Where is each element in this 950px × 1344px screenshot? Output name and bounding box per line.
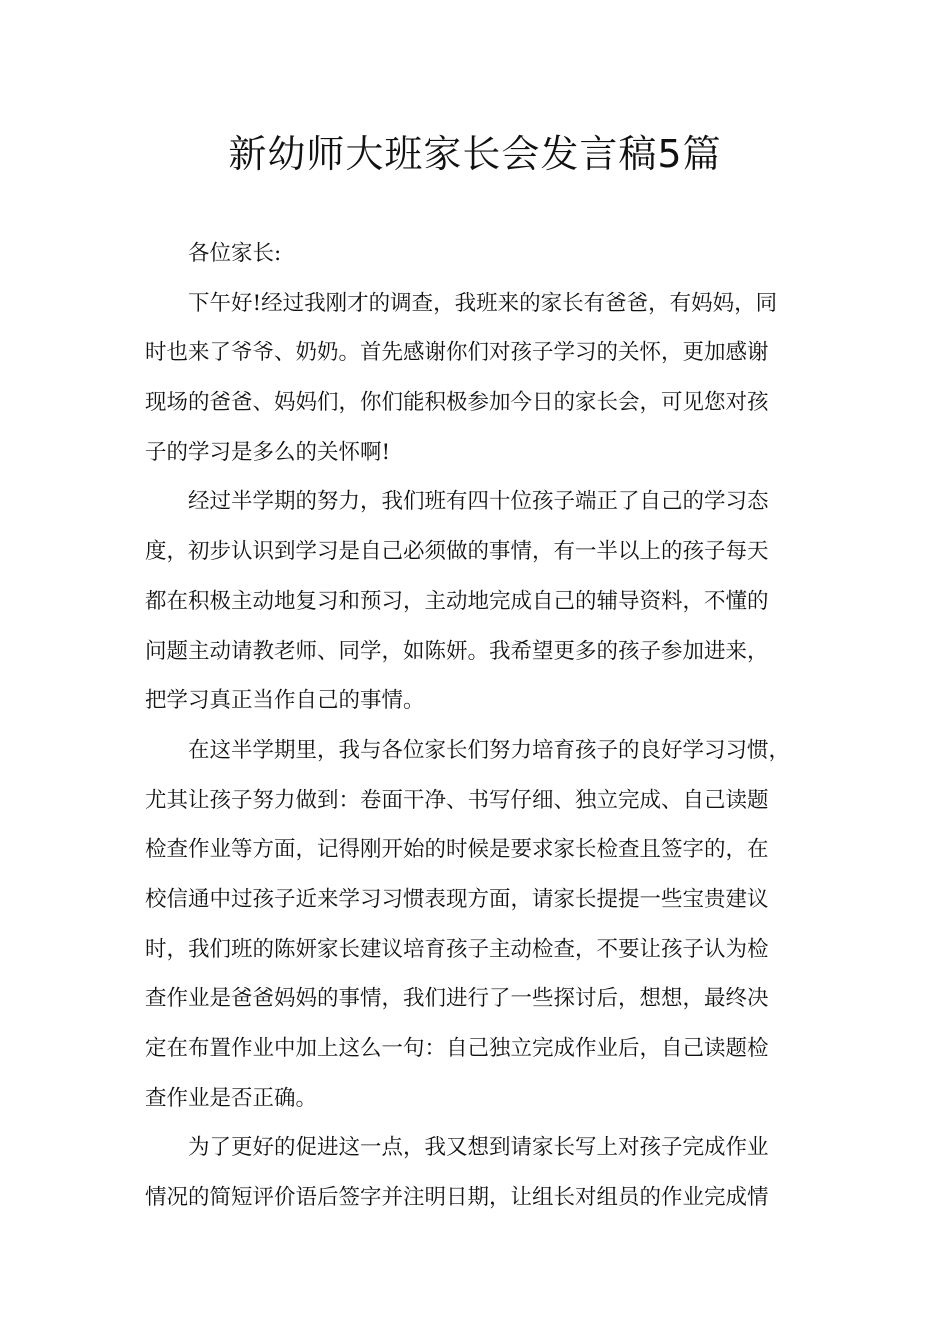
salutation-line: 各位家长:	[188, 241, 282, 266]
paragraph-line: 下午好!经过我刚才的调查，我班来的家长有爸爸，有妈妈，同	[188, 290, 778, 316]
paragraph-line: 时，我们班的陈妍家长建议培育孩子主动检查，不要让孩子认为检	[145, 936, 769, 962]
paragraph-line: 在这半学期里，我与各位家长们努力培育孩子的良好学习习惯，	[188, 737, 791, 763]
paragraph-line: 尤其让孩子努力做到：卷面干净、书写仔细、独立完成、自己读题	[145, 787, 769, 813]
document-title: 新幼师大班家长会发言稿5篇	[228, 132, 722, 176]
paragraph-line: 定在布置作业中加上这么一句：自己独立完成作业后，自己读题检	[145, 1036, 769, 1061]
paragraph-line: 把学习真正当作自己的事情。	[145, 688, 425, 714]
paragraph-line: 检查作业等方面，记得刚开始的时候是要求家长检查且签字的，在	[145, 837, 769, 863]
paragraph-line: 查作业是爸爸妈妈的事情，我们进行了一些探讨后，想想，最终决	[145, 986, 769, 1012]
paragraph-line: 为了更好的促进这一点，我又想到请家长写上对孩子完成作业	[188, 1135, 769, 1161]
paragraph-line: 时也来了爷爷、奶奶。首先感谢你们对孩子学习的关怀，更加感谢	[145, 340, 769, 366]
paragraph-line: 问题主动请教老师、同学，如陈妍。我希望更多的孩子参加进来，	[145, 638, 769, 664]
paragraph-line: 现场的爸爸、妈妈们，你们能积极参加今日的家长会，可见您对孩	[145, 390, 769, 416]
paragraph-line: 校信通中过孩子近来学习习惯表现方面，请家长提提一些宝贵建议	[145, 886, 769, 912]
paragraph-line: 情况的简短评价语后签字并注明日期，让组长对组员的作业完成情	[145, 1185, 769, 1211]
paragraph-line: 都在积极主动地复习和预习，主动地完成自己的辅导资料，不懂的	[145, 588, 769, 614]
paragraph-line: 经过半学期的努力，我们班有四十位孩子端正了自己的学习态	[188, 489, 769, 515]
paragraph-line: 查作业是否正确。	[145, 1085, 318, 1111]
paragraph-line: 度，初步认识到学习是自己必须做的事情，有一半以上的孩子每天	[145, 539, 769, 565]
paragraph-line: 子的学习是多么的关怀啊!	[145, 439, 391, 465]
document-body	[145, 229, 807, 1223]
